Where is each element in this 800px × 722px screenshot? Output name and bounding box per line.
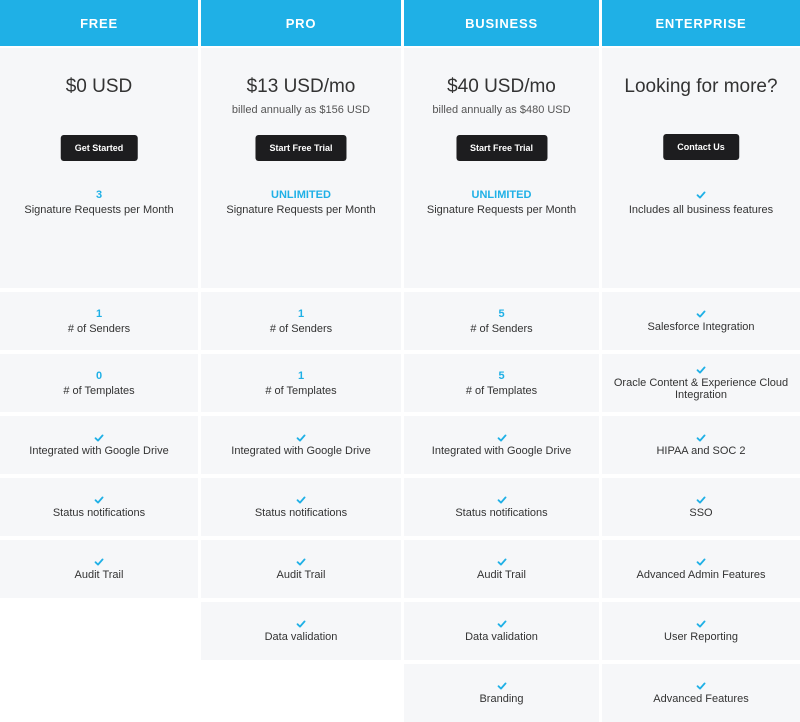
feature-label: Oracle Content & Experience Cloud Integration bbox=[613, 377, 789, 401]
check-icon bbox=[296, 433, 306, 443]
feature-label: # of Senders bbox=[269, 322, 333, 335]
plan-summary bbox=[0, 48, 198, 288]
feature-label: Audit Trail bbox=[74, 569, 124, 581]
contact-us-button[interactable]: Contact Us bbox=[663, 134, 739, 160]
plan-column-pro bbox=[201, 0, 401, 722]
check-icon bbox=[94, 495, 104, 505]
plan-column-free bbox=[0, 0, 198, 722]
billing-note: billed annually as $156 USD bbox=[231, 104, 371, 116]
feature-label: Salesforce Integration bbox=[647, 321, 755, 333]
plan-summary bbox=[602, 48, 800, 288]
get-started-button[interactable]: Get Started bbox=[61, 135, 138, 161]
feature-label: Advanced Features bbox=[653, 693, 749, 705]
feature-value: 1 bbox=[297, 369, 305, 382]
plan-header: FREE bbox=[0, 0, 198, 46]
plan-header: PRO bbox=[201, 0, 401, 46]
feature-value: 5 bbox=[498, 369, 505, 382]
feature-cell bbox=[602, 602, 800, 660]
plan-price: $13 USD/mo bbox=[246, 76, 356, 97]
feature-cell bbox=[0, 292, 198, 350]
check-icon bbox=[696, 433, 706, 443]
feature-cell bbox=[404, 292, 599, 350]
check-icon bbox=[696, 190, 706, 200]
feature-cell bbox=[0, 540, 198, 598]
feature-cell bbox=[602, 478, 800, 536]
check-icon bbox=[296, 619, 306, 629]
feature-cell bbox=[602, 292, 800, 350]
plan-column-enterprise bbox=[602, 0, 800, 722]
check-icon bbox=[497, 495, 507, 505]
feature-label: Data validation bbox=[264, 631, 338, 643]
feature-label: Status notifications bbox=[455, 507, 548, 519]
feature-cell bbox=[0, 478, 198, 536]
check-icon bbox=[497, 557, 507, 567]
check-icon bbox=[94, 557, 104, 567]
plan-header: BUSINESS bbox=[404, 0, 599, 46]
signature-requests-value: 3 bbox=[95, 189, 103, 201]
feature-cell bbox=[201, 478, 401, 536]
feature-value: 1 bbox=[297, 307, 305, 320]
feature-label: # of Senders bbox=[470, 322, 533, 335]
feature-cell bbox=[201, 292, 401, 350]
check-icon bbox=[696, 309, 706, 319]
feature-label: Audit Trail bbox=[477, 569, 526, 581]
feature-label: Integrated with Google Drive bbox=[231, 445, 371, 457]
signature-requests-label: Signature Requests per Month bbox=[226, 204, 376, 216]
check-icon bbox=[696, 365, 706, 375]
feature-cell bbox=[201, 416, 401, 474]
plan-summary bbox=[404, 48, 599, 288]
plan-price: $0 USD bbox=[65, 76, 133, 97]
feature-label: Advanced Admin Features bbox=[636, 569, 766, 581]
feature-cell bbox=[404, 602, 599, 660]
feature-cell bbox=[201, 354, 401, 412]
signature-requests-value: UNLIMITED bbox=[271, 189, 331, 201]
check-icon bbox=[696, 495, 706, 505]
feature-label: User Reporting bbox=[664, 631, 738, 643]
feature-cell bbox=[404, 478, 599, 536]
check-icon bbox=[94, 433, 104, 443]
plan-column-business bbox=[404, 0, 599, 722]
feature-cell bbox=[404, 664, 599, 722]
check-icon bbox=[296, 495, 306, 505]
feature-label: Status notifications bbox=[254, 507, 348, 519]
feature-label: # of Templates bbox=[465, 384, 538, 397]
check-icon bbox=[497, 433, 507, 443]
feature-label: Integrated with Google Drive bbox=[29, 445, 169, 457]
check-icon bbox=[497, 619, 507, 629]
feature-label: Branding bbox=[479, 693, 524, 705]
check-icon bbox=[696, 619, 706, 629]
billing-note: billed annually as $480 USD bbox=[432, 104, 571, 116]
feature-value: 0 bbox=[95, 369, 103, 382]
feature-value: 1 bbox=[95, 307, 103, 320]
feature-label: # of Templates bbox=[265, 384, 337, 397]
check-icon bbox=[497, 681, 507, 691]
check-icon bbox=[296, 557, 306, 567]
feature-label: HIPAA and SOC 2 bbox=[656, 445, 746, 457]
signature-requests-label: Signature Requests per Month bbox=[426, 204, 577, 216]
feature-label: SSO bbox=[689, 507, 713, 519]
signature-requests-label: Signature Requests per Month bbox=[24, 204, 174, 216]
feature-cell bbox=[404, 354, 599, 412]
plan-header: ENTERPRISE bbox=[602, 0, 800, 46]
feature-label: Audit Trail bbox=[276, 569, 326, 581]
feature-cell bbox=[0, 354, 198, 412]
feature-cell bbox=[602, 416, 800, 474]
feature-label: # of Templates bbox=[63, 384, 135, 397]
plan-summary bbox=[201, 48, 401, 288]
feature-cell bbox=[602, 664, 800, 722]
feature-cell bbox=[602, 354, 800, 412]
check-icon bbox=[696, 681, 706, 691]
feature-label: # of Senders bbox=[67, 322, 131, 335]
feature-label: Integrated with Google Drive bbox=[431, 445, 572, 457]
plan-price: Looking for more? bbox=[624, 76, 778, 97]
feature-cell bbox=[404, 416, 599, 474]
feature-cell bbox=[0, 416, 198, 474]
start-free-trial-button[interactable]: Start Free Trial bbox=[456, 135, 547, 161]
feature-cell bbox=[201, 540, 401, 598]
feature-cell bbox=[602, 540, 800, 598]
check-icon bbox=[696, 557, 706, 567]
signature-requests-value: UNLIMITED bbox=[471, 189, 532, 201]
start-free-trial-button[interactable]: Start Free Trial bbox=[255, 135, 346, 161]
plan-price: $40 USD/mo bbox=[447, 76, 556, 97]
feature-label: Status notifications bbox=[52, 507, 146, 519]
feature-label: Data validation bbox=[465, 631, 538, 643]
feature-cell bbox=[404, 540, 599, 598]
feature-cell bbox=[201, 602, 401, 660]
feature-value: 5 bbox=[498, 307, 505, 320]
includes-business-label: Includes all business features bbox=[628, 204, 774, 216]
